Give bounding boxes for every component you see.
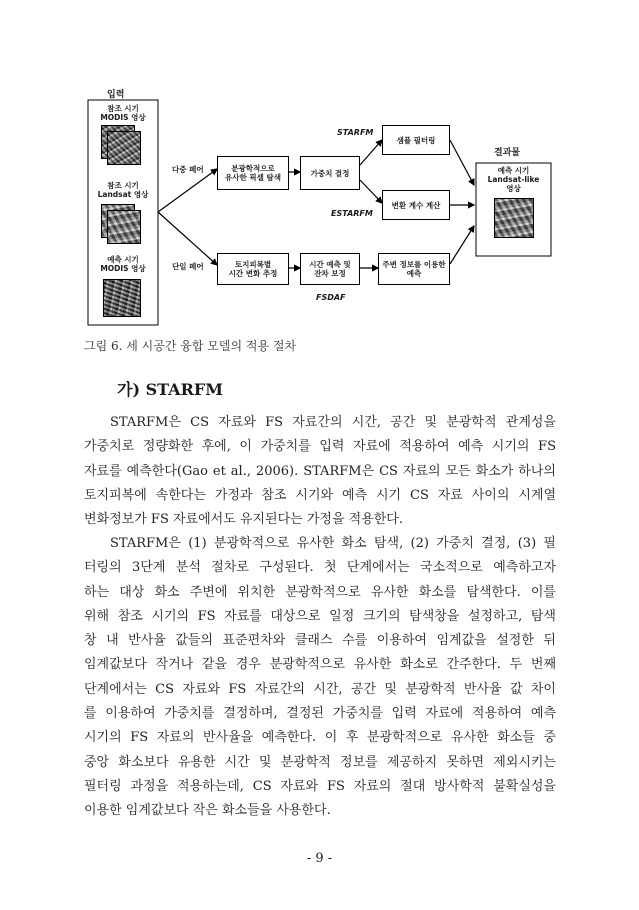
page-number: - 9 - [306, 851, 333, 866]
step-similar-pixel-search: 분광학적으로 유사한 픽셀 탐색 [217, 156, 289, 190]
arrow-neighbor-to-output [450, 226, 474, 264]
input-label-ref-modis: 참조 시기 MODIS 영상 [100, 104, 146, 122]
branch-label-multi: 다중 페어 [172, 165, 204, 174]
arrow-multi-pair [158, 169, 217, 212]
paragraph-2-line: 필터링 과정을 적용하는데, CS 자료와 FS 자료의 절대 방사학적 불확실성을 [84, 778, 556, 794]
paragraph-1-line: STARFM은 CS 자료와 FS 자료간의 시간, 공간 및 분광학적 관계성을 [110, 415, 556, 430]
output-label: 예측 시기 Landsat-like 영상 [487, 166, 540, 193]
step-time-prediction: 시간 예측 및 잔차 보정 [300, 253, 360, 285]
arrow-single-pair [158, 212, 217, 265]
paragraph-1-line: 변화정보가 FS 자료에서도 유지된다는 가정을 적용한다. [84, 512, 403, 528]
step-conversion-coefficient: 변환 계수 계산 [382, 190, 450, 220]
input-label-ref-landsat: 참조 시기 Landsat 영상 [97, 181, 149, 199]
paragraph-2-line: 시기의 FS 자료의 반사율을 예측한다. 이 후 분광학적으로 유사한 화소들 중 [84, 730, 556, 746]
fusion-flow-diagram [0, 0, 639, 330]
method-label-estarfm: ESTARFM [331, 209, 373, 218]
paragraph-2-line: 중앙 화소보다 유용한 시간 및 분광학적 정보를 제공하지 못하면 제외시키는 [84, 754, 556, 770]
paragraph-1-line: 가중치로 정량화한 후에, 이 가중치를 입력 자료에 적용하여 예측 시기의 FS [84, 439, 556, 455]
figure-caption: 그림 6. 세 시공간 융합 모델의 적용 절차 [84, 339, 297, 353]
paragraph-1-line: 자료를 예측한다(Gao et al., 2006). STARFM은 CS 자료의 모든 화소가 하나의 [84, 463, 556, 479]
step-neighbor-prediction: 주변 정보를 이용한 예측 [378, 253, 450, 285]
ref-modis-image [107, 131, 141, 165]
ref-landsat-image [107, 210, 141, 244]
arrow-weight-to-filter [360, 140, 382, 165]
section-heading: 가) STARFM [117, 380, 223, 399]
output-landsat-like-image [494, 198, 534, 238]
arrow-filter-to-output [450, 140, 474, 185]
step-weight-determination: 가중치 결정 [300, 156, 360, 190]
step-landcover-change: 토지피복별 시간 변화 추정 [217, 253, 289, 285]
branch-label-single: 단일 페어 [172, 262, 204, 271]
input-label-pred-modis: 예측 시기 MODIS 영상 [100, 255, 146, 273]
arrow-weight-to-conversion [360, 180, 382, 203]
paragraph-2-line: 임계값보다 작거나 같을 경우 분광학적으로 유사한 화소로 간주한다. 두 번째 [84, 657, 556, 673]
paragraph-2 [84, 532, 556, 824]
paragraph-2-line: 이용한 임계값보다 작은 화소들을 사용한다. [84, 803, 331, 819]
step-sample-filtering: 샘플 필터링 [382, 125, 450, 155]
paragraph-2-line: STARFM은 (1) 분광학적으로 유사한 화소 탐색, (2) 가중치 결정, (3) 필 [110, 536, 556, 551]
paragraph-2-line: 하는 대상 화소 주변에 위치한 분광학적으로 유사한 화소를 탐색한다. 이를 [84, 584, 556, 600]
paragraph-2-line: 터링의 3단계 분석 절차로 구성된다. 첫 단계에서는 국소적으로 예측하고자 [84, 560, 556, 576]
method-label-starfm: STARFM [337, 128, 374, 137]
paragraph-2-line: 단계에서는 CS 자료와 FS 자료간의 시간, 공간 및 분광학적 반사율 값 차이 [84, 681, 556, 697]
paragraph-2-line: 창 내 반사율 값들의 표준편차와 클래스 수를 이용하여 임계값을 설정한 뒤 [84, 633, 556, 649]
paragraph-2-line: 를 이용하여 가중치를 결정하며, 결정된 가중치를 입력 자료에 적용하여 예측 [84, 706, 556, 722]
paragraph-2-line: 위해 참조 시기의 FS 자료를 대상으로 일정 크기의 탐색창을 설정하고, 탐색 [84, 608, 556, 624]
output-title: 결과물 [494, 148, 521, 158]
method-label-fsdaf: FSDAF [316, 293, 346, 302]
pred-modis-image [103, 279, 141, 317]
paragraph-1-line: 토지피복에 속한다는 가정과 참조 시기와 예측 시기 CS 자료 사이의 시계열 [84, 487, 556, 503]
paragraph-1 [84, 411, 556, 532]
input-title: 입력 [107, 90, 125, 100]
